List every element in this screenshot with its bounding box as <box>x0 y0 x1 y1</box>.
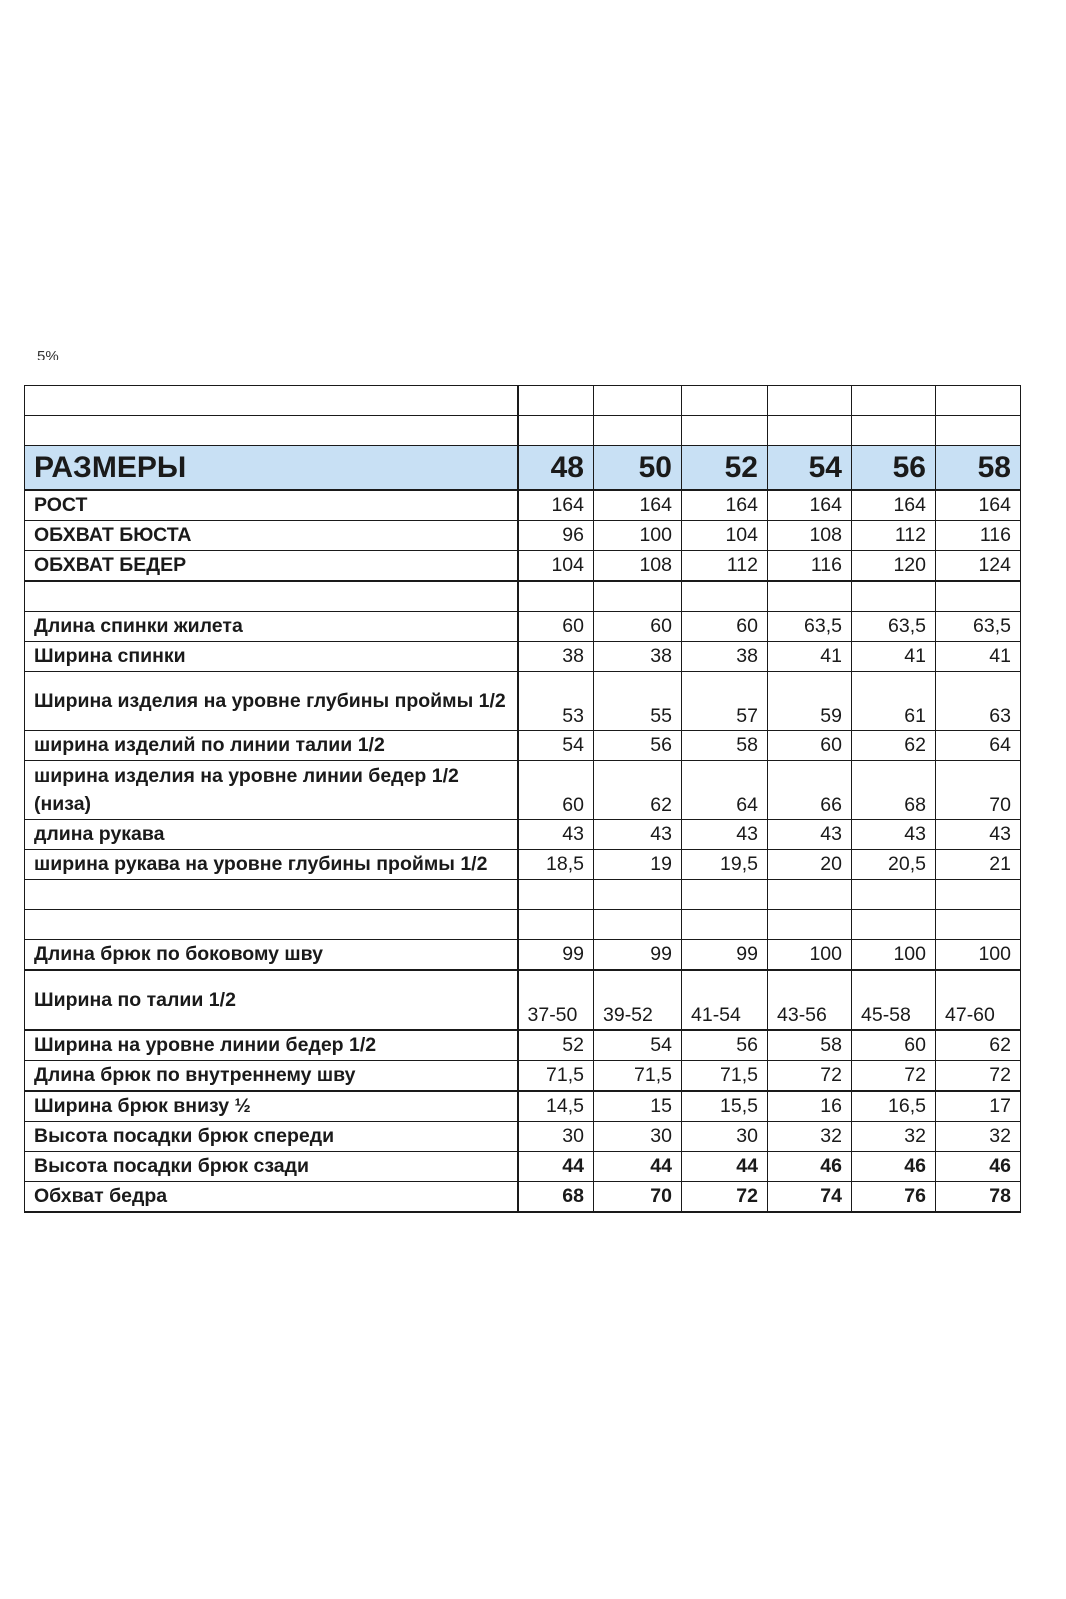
empty-cell <box>768 909 852 939</box>
empty-cell <box>682 416 768 446</box>
table-row <box>25 490 1021 521</box>
empty-row <box>25 879 1021 909</box>
row-value: 32 <box>852 1121 936 1151</box>
row-value: 100 <box>852 939 936 970</box>
row-label: ОБХВАТ БЮСТА <box>25 521 518 551</box>
empty-cell <box>682 879 768 909</box>
empty-cell <box>852 416 936 446</box>
table-row <box>25 641 1021 671</box>
row-value: 70 <box>594 1181 682 1212</box>
row-label: Высота посадки брюк сзади <box>25 1151 518 1181</box>
row-value: 46 <box>852 1151 936 1181</box>
empty-cell <box>594 909 682 939</box>
empty-cell <box>682 386 768 416</box>
table-row <box>25 611 1021 641</box>
row-value: 60 <box>594 611 682 641</box>
row-label: ОБХВАТ БЕДЕР <box>25 551 518 582</box>
row-value: 71,5 <box>682 1060 768 1091</box>
row-value: 96 <box>518 521 594 551</box>
row-value: 43 <box>936 819 1021 849</box>
empty-row <box>25 386 1021 416</box>
row-value: 76 <box>852 1181 936 1212</box>
row-value: 60 <box>518 611 594 641</box>
row-label: Ширина на уровне линии бедер 1/2 <box>25 1030 518 1061</box>
row-value: 19 <box>594 849 682 879</box>
row-value: 54 <box>594 1030 682 1061</box>
row-value: 64 <box>936 730 1021 760</box>
row-value: 68 <box>852 760 936 819</box>
row-value: 99 <box>682 939 768 970</box>
row-value: 41 <box>936 641 1021 671</box>
empty-cell <box>25 416 518 446</box>
row-value: 46 <box>768 1151 852 1181</box>
row-value: 57 <box>682 671 768 730</box>
row-value: 45-58 <box>852 970 936 1030</box>
size-column-header: 50 <box>594 446 682 491</box>
row-value: 164 <box>682 490 768 521</box>
empty-cell <box>768 386 852 416</box>
row-value: 15 <box>594 1091 682 1122</box>
size-column-header: 54 <box>768 446 852 491</box>
table-row <box>25 849 1021 879</box>
table-row <box>25 1030 1021 1061</box>
row-value: 43 <box>594 819 682 849</box>
table-row <box>25 730 1021 760</box>
empty-cell <box>936 581 1021 611</box>
row-value: 63,5 <box>936 611 1021 641</box>
row-value: 19,5 <box>682 849 768 879</box>
row-value: 47-60 <box>936 970 1021 1030</box>
row-value: 62 <box>594 760 682 819</box>
row-value: 72 <box>768 1060 852 1091</box>
table-row <box>25 521 1021 551</box>
empty-row <box>25 416 1021 446</box>
row-value: 44 <box>518 1151 594 1181</box>
row-value: 61 <box>852 671 936 730</box>
row-value: 56 <box>594 730 682 760</box>
empty-cell <box>25 386 518 416</box>
row-label: ширина рукава на уровне глубины проймы 1/2 <box>25 849 518 879</box>
row-value: 41 <box>768 641 852 671</box>
table-row <box>25 939 1021 970</box>
row-value: 63,5 <box>768 611 852 641</box>
table-row <box>25 1091 1021 1122</box>
row-value: 108 <box>594 551 682 582</box>
empty-cell <box>518 909 594 939</box>
row-value: 59 <box>768 671 852 730</box>
row-value: 43-56 <box>768 970 852 1030</box>
row-value: 71,5 <box>594 1060 682 1091</box>
row-value: 64 <box>682 760 768 819</box>
row-label: ширина изделий по линии талии 1/2 <box>25 730 518 760</box>
row-label: Ширина спинки <box>25 641 518 671</box>
row-value: 20 <box>768 849 852 879</box>
empty-cell <box>25 879 518 909</box>
row-label: длина рукава <box>25 819 518 849</box>
empty-cell <box>518 416 594 446</box>
row-value: 72 <box>682 1181 768 1212</box>
empty-cell <box>25 909 518 939</box>
row-value: 53 <box>518 671 594 730</box>
row-value: 30 <box>594 1121 682 1151</box>
row-value: 32 <box>768 1121 852 1151</box>
empty-cell <box>936 386 1021 416</box>
row-value: 99 <box>518 939 594 970</box>
row-label: Ширина по талии 1/2 <box>25 970 518 1030</box>
row-value: 68 <box>518 1181 594 1212</box>
row-value: 120 <box>852 551 936 582</box>
row-value: 164 <box>518 490 594 521</box>
row-value: 43 <box>768 819 852 849</box>
row-value: 30 <box>682 1121 768 1151</box>
empty-cell <box>594 879 682 909</box>
empty-cell <box>768 581 852 611</box>
row-value: 17 <box>936 1091 1021 1122</box>
size-column-header: 52 <box>682 446 768 491</box>
row-value: 124 <box>936 551 1021 582</box>
row-value: 46 <box>936 1151 1021 1181</box>
row-value: 108 <box>768 521 852 551</box>
row-value: 38 <box>594 641 682 671</box>
row-value: 116 <box>768 551 852 582</box>
row-value: 16 <box>768 1091 852 1122</box>
row-value: 112 <box>682 551 768 582</box>
row-value: 72 <box>852 1060 936 1091</box>
row-value: 54 <box>518 730 594 760</box>
row-value: 62 <box>936 1030 1021 1061</box>
row-value: 164 <box>768 490 852 521</box>
table-row <box>25 760 1021 819</box>
row-value: 30 <box>518 1121 594 1151</box>
row-value: 38 <box>682 641 768 671</box>
row-value: 43 <box>682 819 768 849</box>
empty-cell <box>852 909 936 939</box>
size-column-header: 48 <box>518 446 594 491</box>
size-header-row <box>25 446 1021 491</box>
row-value: 70 <box>936 760 1021 819</box>
row-value: 41-54 <box>682 970 768 1030</box>
empty-cell <box>682 909 768 939</box>
row-value: 41 <box>852 641 936 671</box>
empty-cell <box>518 386 594 416</box>
row-value: 60 <box>518 760 594 819</box>
empty-cell <box>768 416 852 446</box>
empty-cell <box>594 416 682 446</box>
row-label: Ширина изделия на уровне глубины проймы 1/2 <box>25 671 518 730</box>
table-row <box>25 970 1021 1030</box>
row-value: 164 <box>594 490 682 521</box>
row-value: 62 <box>852 730 936 760</box>
row-value: 63,5 <box>852 611 936 641</box>
row-label: Длина брюк по внутреннему шву <box>25 1060 518 1091</box>
row-value: 78 <box>936 1181 1021 1212</box>
size-column-header: 56 <box>852 446 936 491</box>
row-value: 58 <box>768 1030 852 1061</box>
row-value: 16,5 <box>852 1091 936 1122</box>
row-value: 100 <box>936 939 1021 970</box>
row-value: 100 <box>594 521 682 551</box>
row-label: Высота посадки брюк спереди <box>25 1121 518 1151</box>
empty-cell <box>768 879 852 909</box>
size-chart-table <box>24 385 1021 1213</box>
row-value: 164 <box>852 490 936 521</box>
row-value: 63 <box>936 671 1021 730</box>
row-value: 39-52 <box>594 970 682 1030</box>
row-value: 43 <box>518 819 594 849</box>
empty-cell <box>594 581 682 611</box>
row-value: 37-50 <box>518 970 594 1030</box>
row-value: 52 <box>518 1030 594 1061</box>
row-value: 71,5 <box>518 1060 594 1091</box>
row-value: 60 <box>768 730 852 760</box>
table-row <box>25 671 1021 730</box>
sizes-heading: РАЗМЕРЫ <box>25 446 518 491</box>
row-label: ширина изделия на уровне линии бедер 1/2 (низа) <box>25 760 518 819</box>
size-column-header: 58 <box>936 446 1021 491</box>
clipped-text: 5% <box>37 348 59 360</box>
row-value: 55 <box>594 671 682 730</box>
empty-cell <box>682 581 768 611</box>
row-value: 44 <box>682 1151 768 1181</box>
table-row <box>25 1060 1021 1091</box>
empty-cell <box>852 386 936 416</box>
row-value: 44 <box>594 1151 682 1181</box>
empty-cell <box>518 879 594 909</box>
row-value: 60 <box>852 1030 936 1061</box>
row-value: 15,5 <box>682 1091 768 1122</box>
empty-cell <box>936 416 1021 446</box>
row-value: 164 <box>936 490 1021 521</box>
row-value: 32 <box>936 1121 1021 1151</box>
row-label: РОСТ <box>25 490 518 521</box>
row-value: 20,5 <box>852 849 936 879</box>
table-row <box>25 551 1021 582</box>
empty-row <box>25 581 1021 611</box>
row-value: 60 <box>682 611 768 641</box>
row-value: 18,5 <box>518 849 594 879</box>
table-row <box>25 1181 1021 1212</box>
row-label: Обхват бедра <box>25 1181 518 1212</box>
empty-cell <box>936 879 1021 909</box>
row-label: Длина спинки жилета <box>25 611 518 641</box>
row-label: Ширина брюк внизу ½ <box>25 1091 518 1122</box>
empty-cell <box>518 581 594 611</box>
row-value: 104 <box>518 551 594 582</box>
row-value: 66 <box>768 760 852 819</box>
table-row <box>25 819 1021 849</box>
empty-cell <box>936 909 1021 939</box>
row-value: 116 <box>936 521 1021 551</box>
empty-row <box>25 909 1021 939</box>
row-label: Длина брюк по боковому шву <box>25 939 518 970</box>
row-value: 100 <box>768 939 852 970</box>
row-value: 72 <box>936 1060 1021 1091</box>
row-value: 21 <box>936 849 1021 879</box>
empty-cell <box>25 581 518 611</box>
row-value: 56 <box>682 1030 768 1061</box>
empty-cell <box>852 879 936 909</box>
row-value: 112 <box>852 521 936 551</box>
empty-cell <box>594 386 682 416</box>
table-row <box>25 1151 1021 1181</box>
table-row <box>25 1121 1021 1151</box>
row-value: 14,5 <box>518 1091 594 1122</box>
row-value: 74 <box>768 1181 852 1212</box>
row-value: 43 <box>852 819 936 849</box>
row-value: 99 <box>594 939 682 970</box>
row-value: 58 <box>682 730 768 760</box>
empty-cell <box>852 581 936 611</box>
row-value: 104 <box>682 521 768 551</box>
row-value: 38 <box>518 641 594 671</box>
